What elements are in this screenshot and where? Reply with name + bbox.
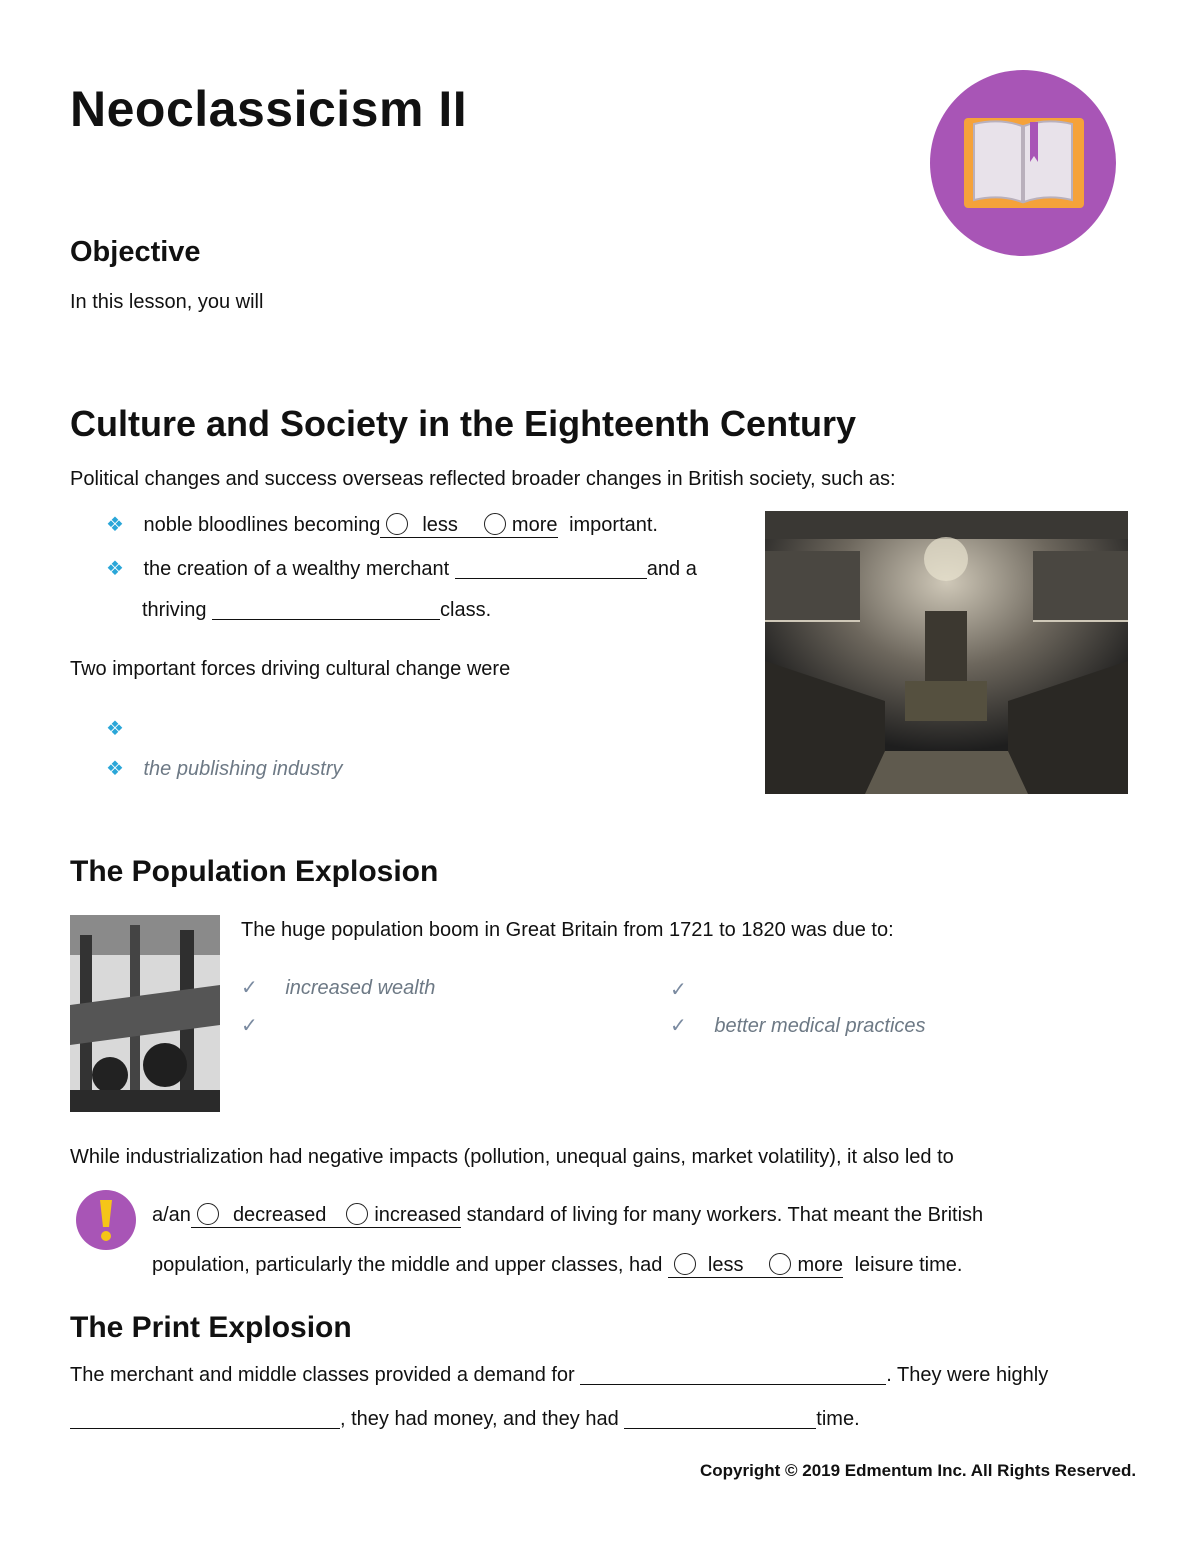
statement-text: The merchant and middle classes provided a demand for	[70, 1364, 575, 1386]
choice-group-standard	[191, 1203, 461, 1228]
radio-more[interactable]	[484, 513, 506, 535]
bullet-merchant-line2	[142, 598, 491, 622]
statement-text-suffix: time.	[816, 1408, 860, 1430]
cause-answer-blank[interactable]	[692, 976, 992, 996]
forces-intro: Two important forces driving cultural change were	[70, 658, 511, 680]
population-intro: The huge population boom in Great Britain from 1721 to 1820 was due to:	[241, 919, 894, 941]
force-item-1	[106, 715, 430, 741]
cause-item-3	[670, 976, 992, 1002]
alert-badge	[76, 1190, 136, 1250]
diamond-bullet-icon: ❖	[106, 718, 124, 740]
standard-of-living-line	[152, 1203, 983, 1228]
diamond-bullet-icon: ❖	[106, 758, 124, 780]
cause-item-1	[241, 976, 435, 1000]
choice-group-leisure	[668, 1253, 843, 1278]
blank-time[interactable]	[624, 1410, 816, 1429]
radio-less[interactable]	[386, 513, 408, 535]
bullet-bloodlines	[106, 513, 658, 538]
cause-answer-blank[interactable]	[263, 1012, 563, 1032]
print-line-2	[70, 1407, 860, 1431]
parliament-engraving-image	[765, 511, 1128, 794]
diamond-bullet-icon: ❖	[106, 514, 124, 536]
lesson-badge	[930, 70, 1116, 256]
bullet-text-suffix: important.	[569, 514, 658, 536]
print-heading: The Print Explosion	[70, 1311, 352, 1344]
statement-text-suffix: leisure time.	[854, 1254, 963, 1276]
bullet-text: the creation of a wealthy merchant	[143, 558, 450, 580]
population-heading: The Population Explosion	[70, 855, 439, 888]
force-item-2	[106, 757, 343, 781]
factory-engraving-image	[70, 915, 220, 1112]
copyright-footer: Copyright © 2019 Edmentum Inc. All Rights Reserved.	[700, 1461, 1137, 1480]
radio-decreased[interactable]	[197, 1203, 219, 1225]
page-title: Neoclassicism II	[70, 81, 468, 137]
blank-thriving-class[interactable]	[212, 601, 440, 620]
checkmark-icon: ✓	[241, 1015, 258, 1037]
option-label-decreased[interactable]: decreased	[232, 1204, 327, 1226]
cause-item-4	[670, 1014, 926, 1038]
statement-text-suffix: . They were highly	[886, 1364, 1049, 1386]
statement-text: , they had money, and they had	[340, 1408, 619, 1430]
print-line-1	[70, 1363, 1048, 1387]
culture-heading: Culture and Society in the Eighteenth Century	[70, 403, 857, 444]
force-answer[interactable]: the publishing industry	[143, 758, 343, 780]
checkmark-icon: ✓	[670, 1015, 687, 1037]
option-label-less[interactable]: less	[707, 1254, 744, 1276]
option-label-more[interactable]: more	[797, 1254, 844, 1276]
bullet-text: thriving	[142, 599, 207, 621]
blank-highly[interactable]	[70, 1410, 340, 1429]
bullet-text: noble bloodlines becoming	[143, 514, 381, 536]
checkmark-icon: ✓	[241, 977, 258, 999]
bullet-text-mid: and a	[646, 558, 697, 580]
diamond-bullet-icon: ❖	[106, 558, 124, 580]
objective-text: In this lesson, you will	[70, 291, 264, 313]
cause-item-2	[241, 1012, 563, 1038]
option-label-increased[interactable]: increased	[374, 1204, 462, 1226]
statement-text: population, particularly the middle and upper classes, had	[152, 1254, 663, 1276]
industrialization-text: While industrialization had negative impacts (pollution, unequal gains, market volatility), it also led to	[70, 1146, 954, 1168]
open-book-icon	[930, 70, 1116, 256]
radio-less[interactable]	[674, 1253, 696, 1275]
radio-more[interactable]	[769, 1253, 791, 1275]
leisure-time-line	[152, 1253, 962, 1278]
option-label-more[interactable]: more	[511, 514, 558, 536]
bullet-merchant	[106, 557, 697, 581]
statement-text: a/an	[152, 1204, 191, 1226]
blank-demand[interactable]	[580, 1366, 886, 1385]
option-label-less[interactable]: less	[422, 514, 458, 536]
checkmark-icon: ✓	[670, 979, 687, 1001]
statement-text-suffix: standard of living for many workers. That meant the British	[466, 1204, 984, 1226]
blank-merchant-class[interactable]	[455, 560, 647, 579]
objective-heading: Objective	[70, 236, 201, 268]
culture-intro: Political changes and success overseas reflected broader changes in British society, such as:	[70, 468, 896, 490]
force-answer-blank[interactable]	[130, 715, 430, 735]
cause-answer[interactable]: increased wealth	[285, 977, 436, 999]
bullet-text-suffix: class.	[440, 599, 492, 621]
cause-answer[interactable]: better medical practices	[714, 1015, 926, 1037]
choice-group-bloodlines	[380, 513, 557, 538]
exclamation-icon	[76, 1190, 136, 1250]
radio-increased[interactable]	[346, 1203, 368, 1225]
